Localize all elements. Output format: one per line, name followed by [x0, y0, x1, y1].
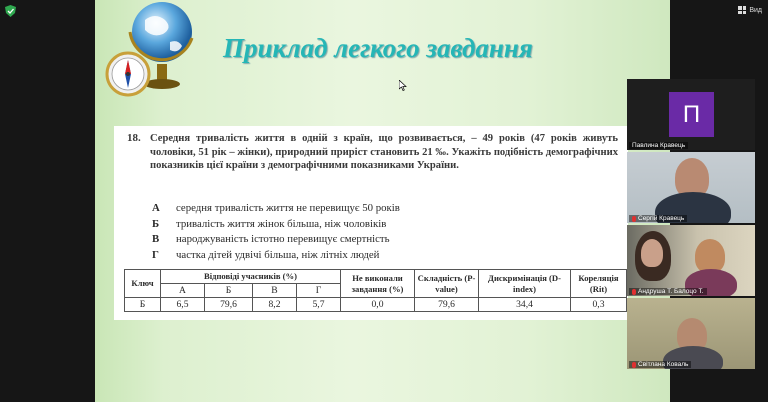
participant-name-text: Сергій Кравець	[638, 215, 685, 222]
participant-tile[interactable]	[627, 152, 755, 223]
row-not-done: 0,0	[341, 298, 415, 312]
difficulty-header: Складність (P-value)	[415, 270, 479, 298]
row-answer-b: 79,6	[205, 298, 253, 312]
view-button-label: Вид	[749, 6, 762, 14]
option-text: частка дітей удвічі більша, ніж літніх людей	[176, 248, 380, 261]
row-discrimination: 34,4	[479, 298, 571, 312]
grid-view-icon	[738, 6, 746, 14]
view-button[interactable]	[738, 6, 762, 14]
mic-muted-icon	[632, 289, 636, 295]
not-done-header: Не виконали завдання (%)	[341, 270, 415, 298]
shield-icon	[5, 5, 16, 17]
row-key: Б	[125, 298, 161, 312]
shared-screen	[95, 0, 670, 402]
question	[128, 132, 618, 173]
option-a	[152, 201, 400, 217]
mic-muted-icon	[632, 216, 636, 222]
option-c	[152, 232, 400, 248]
participant-name	[629, 142, 688, 149]
row-difficulty: 79,6	[415, 298, 479, 312]
key-header: Ключ	[125, 270, 161, 298]
participant-tile[interactable]	[627, 298, 755, 369]
slide-title: Приклад легкого завдання	[223, 33, 533, 63]
mouse-cursor-icon	[399, 80, 407, 91]
participant-name-text: Павлина Кравець	[632, 142, 686, 149]
participant-name	[629, 288, 707, 295]
participant-name-text: Світлана Коваль	[638, 361, 689, 368]
participant-tile[interactable]	[627, 225, 755, 296]
avatar: П	[669, 92, 714, 137]
answer-col-c: В	[253, 284, 297, 298]
row-correlation: 0,3	[571, 298, 627, 312]
question-number: 18.	[127, 132, 141, 144]
option-letter: Г	[152, 248, 159, 261]
participant-name	[629, 361, 691, 368]
results-table	[124, 269, 627, 312]
option-b	[152, 217, 400, 233]
option-text: народжуваність істотно перевищує смертність	[176, 233, 390, 245]
row-answer-a: 6,5	[161, 298, 205, 312]
participant-name	[629, 215, 687, 222]
answer-col-b: Б	[205, 284, 253, 298]
option-letter: В	[152, 233, 160, 245]
task-card	[114, 126, 628, 320]
participant-name-text: Андруша Т. Балоцо Т.	[638, 288, 704, 295]
mic-muted-icon	[632, 362, 636, 368]
answer-options	[152, 201, 400, 263]
participant-tile[interactable]	[627, 79, 755, 150]
discrimination-header: Дискримінація (D-index)	[479, 270, 571, 298]
answer-col-a: А	[161, 284, 205, 298]
participant-video	[695, 239, 725, 273]
answer-col-d: Г	[297, 284, 341, 298]
row-answer-d: 5,7	[297, 298, 341, 312]
option-letter: Б	[152, 217, 160, 230]
row-answer-c: 8,2	[253, 298, 297, 312]
question-text: Середня тривалість життя в одній з країн, що розвивається, – 49 років (47 років живуть чоловіки, 51 рік – жінки), природний приріст становить 21 ‰. Укажіть подібність демографічних показників цієї країни з демографічними показниками України.	[150, 133, 618, 171]
option-letter: А	[152, 202, 160, 214]
option-d	[152, 248, 400, 264]
answers-header: Відповіді учасників (%)	[161, 270, 341, 284]
option-text: середня тривалість життя не перевищує 50 років	[176, 202, 400, 214]
option-text: тривалість життя жінок більша, ніж чоловіків	[176, 217, 387, 230]
participant-video-face	[641, 239, 663, 267]
globe-compass-icon	[100, 2, 195, 102]
correlation-header: Кореляція (Rit)	[571, 270, 627, 298]
table-row	[125, 298, 627, 312]
